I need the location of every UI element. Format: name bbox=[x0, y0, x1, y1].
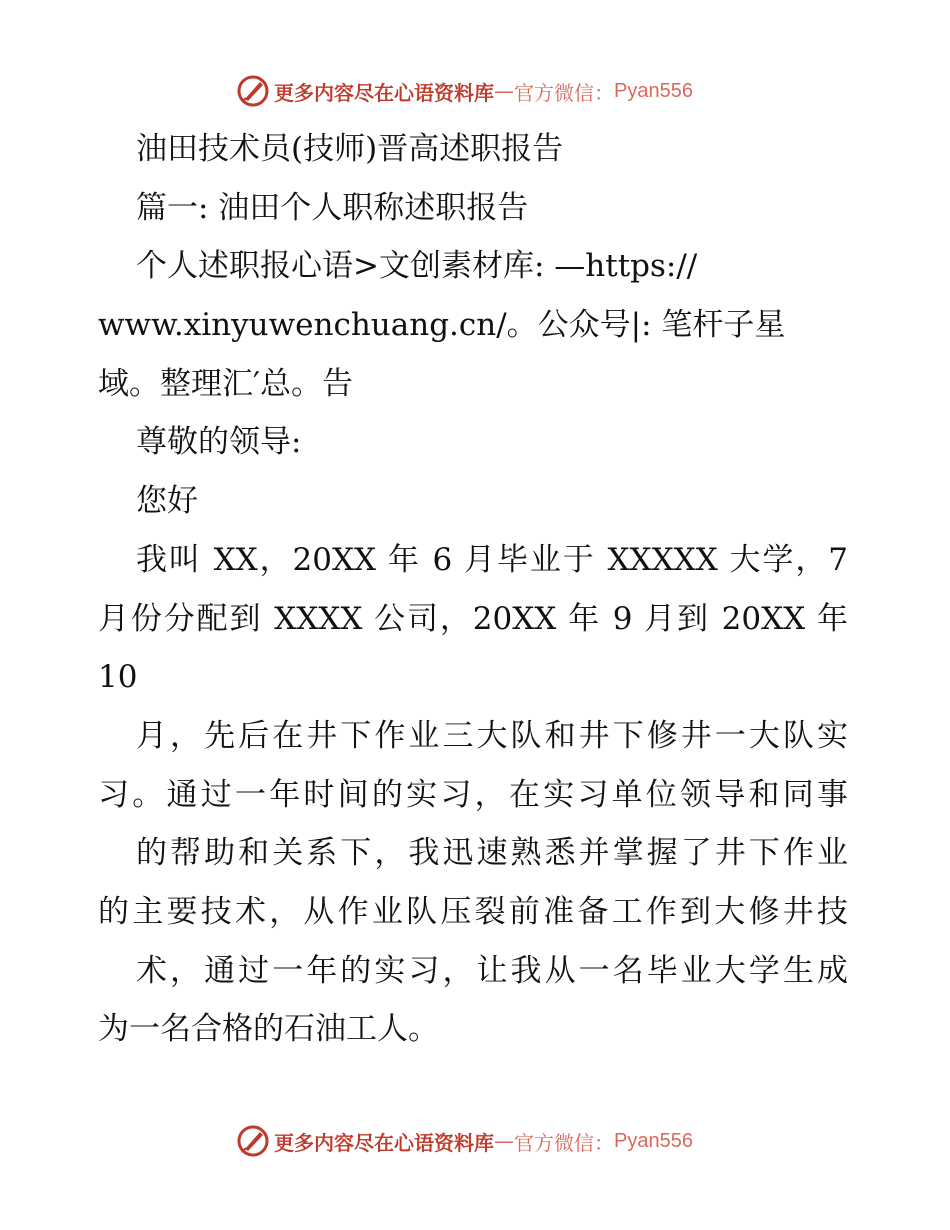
text-line: 个人述职报心语>文创素材库: —https:// bbox=[136, 248, 698, 285]
text-line: 域。整理汇′总。告 bbox=[98, 365, 354, 402]
banner-sub-text: 官方微信： bbox=[514, 80, 614, 105]
text-line: 习。通过一年时间的实习，在实习单位领导和同事 bbox=[98, 776, 848, 813]
text-line: 为一名合格的石油工人。 bbox=[98, 1011, 439, 1048]
salutation: 尊敬的领导: bbox=[136, 424, 302, 461]
banner-separator: — bbox=[494, 79, 514, 103]
banner-wechat-id: Pyan556 bbox=[614, 1129, 693, 1152]
document-title: 油田技术员(技师)晋高述职报告 bbox=[136, 131, 564, 167]
banner-main-text: 更多内容尽在心语资料库 bbox=[274, 80, 494, 105]
banner-wechat-id: Pyan556 bbox=[614, 79, 693, 102]
document-body bbox=[98, 120, 858, 1059]
text-line: 术，通过一年的实习，让我从一名毕业大学生成 bbox=[136, 952, 848, 989]
footer-watermark-banner bbox=[236, 1124, 693, 1158]
text-line: 的主要技术，从作业队压裂前准备工作到大修井技 bbox=[98, 893, 848, 930]
text-line: 月，先后在井下作业三大队和井下修井一大队实 bbox=[136, 717, 848, 754]
text-line: 月份分配到 XXXX 公司，20XX 年 9 月到 20XX 年 bbox=[98, 600, 848, 637]
quill-logo-icon bbox=[236, 74, 270, 108]
text-line: www.xinyuwenchuang.cn/。公众号|: 笔杆子星 bbox=[98, 307, 786, 344]
section-heading: 篇一: 油田个人职称述职报告 bbox=[136, 189, 529, 226]
banner-main-text: 更多内容尽在心语资料库 bbox=[274, 1130, 494, 1155]
text-line: 10 bbox=[98, 659, 138, 696]
text-line: 的帮助和关系下，我迅速熟悉并掌握了井下作业 bbox=[136, 835, 848, 872]
text-line: 我叫 XX，20XX 年 6 月毕业于 XXXXX 大学，7 bbox=[136, 541, 848, 578]
header-watermark-banner bbox=[236, 74, 693, 108]
banner-sub-text: 官方微信： bbox=[514, 1130, 614, 1155]
quill-logo-icon bbox=[236, 1124, 270, 1158]
greeting: 您好 bbox=[136, 483, 198, 520]
banner-separator: — bbox=[494, 1129, 514, 1153]
